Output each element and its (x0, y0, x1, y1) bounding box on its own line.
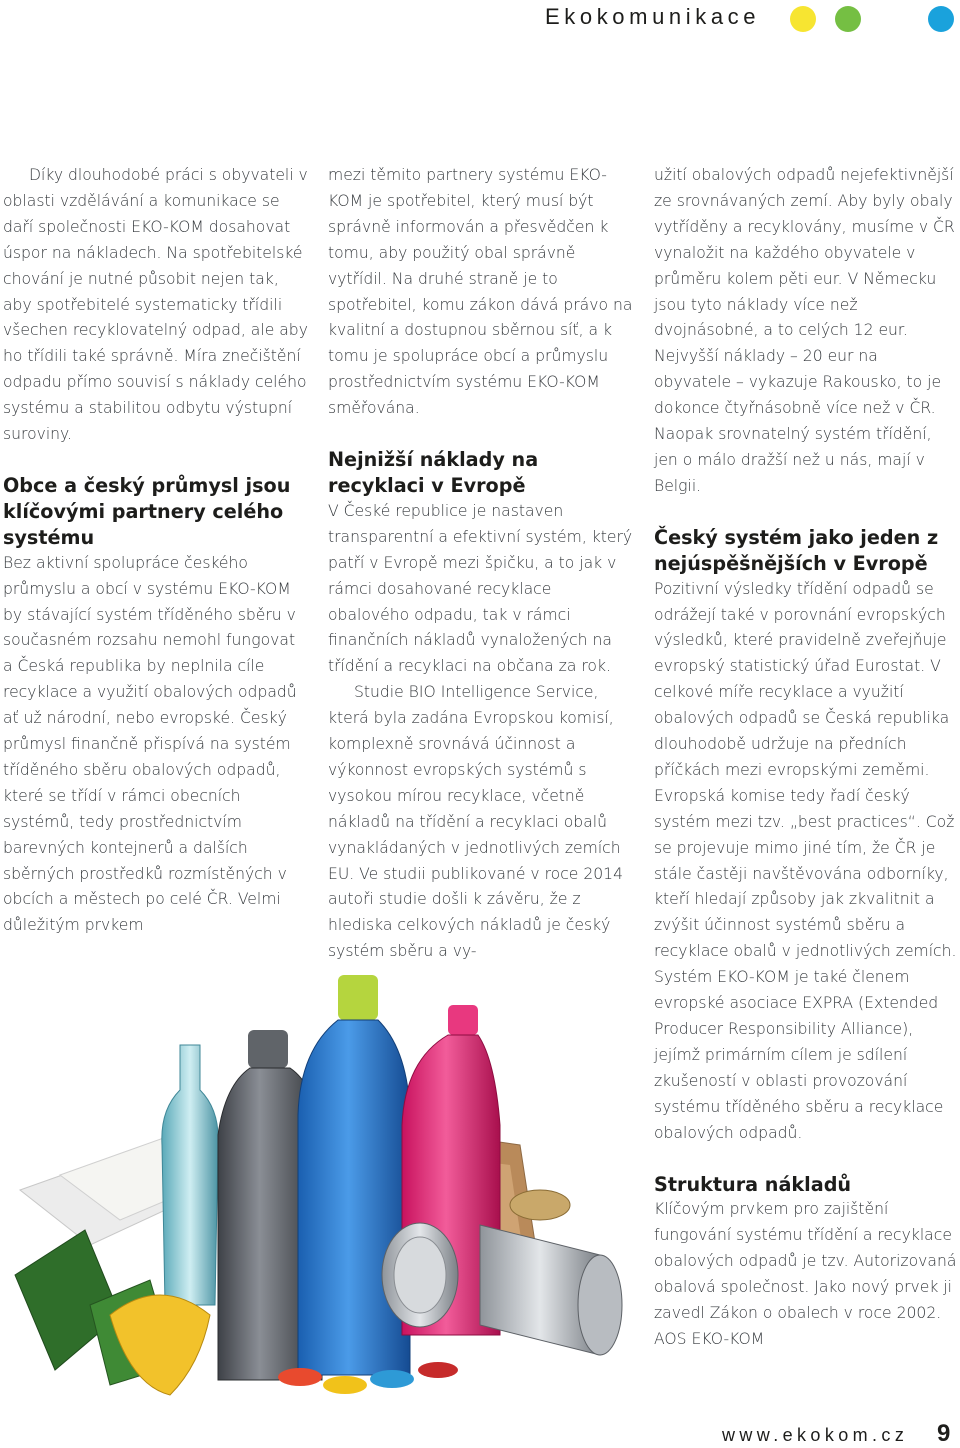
paragraph: mezi těmito partnery systému EKO-KOM je spotřebitel, který musí být správně informován a přesvědčen k tomu, aby použitý obal správně vytřídil. Na druhé straně je to spotřebitel, komu zákon dává právo na kvalitní a dostupnou sběrnou síť, a k tomu je spolupráce obcí a průmyslu prostřednictvím systému EKO-KOM směřována. (328, 166, 633, 418)
column-2 (328, 163, 633, 965)
paragraph: Pozitivní výsledky třídění odpadů se odrážejí také v porovnání evropských výsledků, které pravidelně zveřejňuje evropský statistický úřad Eurostat. V celkové míře recyklace a využití obalových odpadů se Česká republika dlouhodobě udržuje na předních příčkách mezi evropskými zeměmi. Evropská komise tedy řadí český systém mezi tzv. „best practices“. Což se projevuje mimo jiné tím, že ČR je stále častěji navštěvována odborníky, kteří hledají způsoby jak zkvalitnit a zvýšit účinnost systémů sběru a recyklace obalů v jednotlivých zemích. Systém EKO-KOM je také členem evropské asociace EXPRA (Extended Producer Responsibility Alliance), jejímž primárním cílem je sdílení zkušeností v oblasti provozování systému tříděného sběru a recyklace obalových odpadů. (654, 579, 957, 1142)
section-heading: Obce a český průmysl jsou klíčovými partnery celého systému (3, 473, 291, 549)
page-number: 9 (937, 1420, 951, 1447)
blue-dot-icon (928, 6, 954, 32)
paragraph: Bez aktivní spolupráce českého průmyslu a obcí v systému EKO-KOM by stávající systém tříděného sběru v současném rozsahu nemohl fungovat a Česká republika by neplnila cíle recyklace a využití obalových odpadů ať už národní, nebo evropské. Český průmysl finančně přispívá na systém tříděného sběru obalových odpadů, které se třídí v rámci obecních systémů, tedy prostřednictvím barevných kontejnerů a dalších sběrných prostředků rozmístěných v obcích a městech po celé ČR. Velmi důležitým prvkem (3, 553, 297, 935)
section-heading: Český systém jako jeden z nejúspěšnějších v Evropě (654, 525, 939, 575)
section-heading: Nejnižší náklady na recyklaci v Evropě (328, 448, 539, 497)
footer-url[interactable]: www.ekokom.cz (722, 1425, 909, 1445)
paragraph: užití obalových odpadů nejefektivnější ze srovnávaných zemí. Aby byly obaly vytříděny a recyklovány, musíme v ČR vynaložit na každého obyvatele v průměru kolem pěti eur. V Německu jsou tyto náklady více než dvojnásobné, a to celých 12 eur. Nejvyšší náklady – 20 eur na obyvatele – vykazuje Rakousko, to je dokonce čtyřnásobně více než v ČR. Naopak srovnatelný systém třídění, jen o málo dražší než u nás, mají v Belgii. (654, 166, 955, 495)
paragraph: Díky dlouhodobé práci s obyvateli v oblasti vzdělávání a komunikace se daří společnosti EKO-KOM dosahovat úspor na nákladech. Na spotřebitelské chování je nutné působit nejen tak, aby spotřebitelé systematicky třídili všechen recyklovatelný odpad, ale aby ho třídili také správně. Míra znečištění odpadu přímo souvisí s náklady celého systému a stabilitou odbytu výstupní suroviny. (3, 166, 308, 444)
paragraph: V České republice je nastaven transparentní a efektivní systém, který patří v Evropě mezi špičku, a to jak v rámci dosahované recyklace obalového odpadu, tak v rámci finančních nákladů vynaložených na třídění a recyklaci na občana za rok. (328, 501, 633, 676)
paragraph: Studie BIO Intelligence Service, která byla zadána Evropskou komisí, komplexně srovnává účinnost a výkonnost evropských systémů s vysokou mírou recyklace, včetně nákladů na třídění a recyklaci obalů vynakládaných v jednotlivých zemích EU. Ve studii publikované v roce 2014 autoři studie došli k závěru, že z hlediska celkových nákladů je český systém sběru a vy- (328, 683, 624, 961)
green-dot-icon (835, 6, 861, 32)
header-title: Ekokomunikace (545, 4, 761, 29)
recyclable-packaging-photo (0, 975, 640, 1420)
section-heading: Struktura nákladů (654, 1172, 852, 1196)
column-3 (654, 163, 959, 1353)
yellow-dot-icon (790, 6, 816, 32)
column-1 (3, 163, 308, 939)
paragraph: Klíčovým prvkem pro zajištění fungování systému třídění a recyklace obalových odpadů je tzv. Autorizovaná obalová společnost. Jako nový prvek ji zavedl Zákon o obalech v roce 2002. AOS EKO-KOM (654, 1200, 957, 1348)
